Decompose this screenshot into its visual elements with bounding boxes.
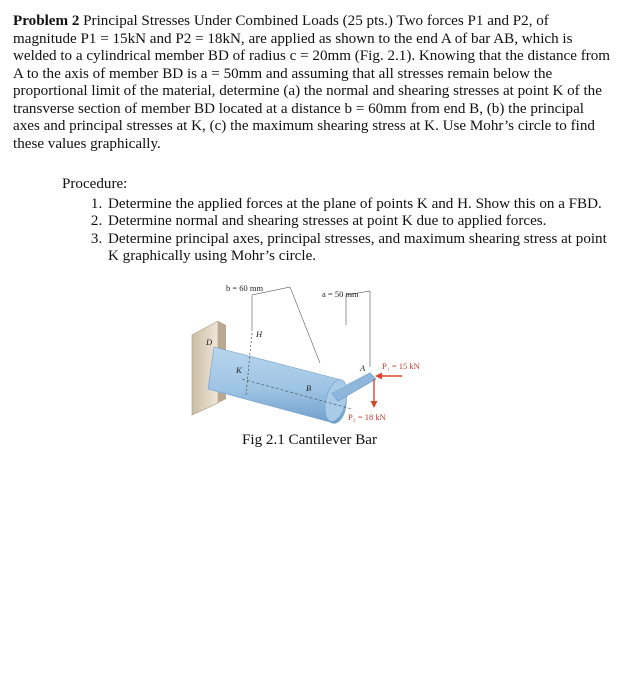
procedure-step: 3. Determine principal axes, principal stresses, and maximum shearing stress at point K graphically using Mohr’s circle.	[106, 231, 617, 266]
label-point-k: K	[236, 365, 242, 375]
label-point-b: B	[306, 383, 312, 393]
label-a-dimension: a = 50 mm	[322, 289, 359, 299]
procedure-list	[62, 196, 617, 266]
problem-statement	[13, 13, 613, 153]
label-point-h: H	[256, 329, 263, 339]
force-p1-head	[375, 373, 382, 380]
label-force-p2: P₂ = 18 kN	[348, 412, 386, 422]
procedure-section	[62, 176, 617, 266]
procedure-step: 1. Determine the applied forces at the plane of points K and H. Show this on a FBD.	[106, 196, 617, 214]
label-point-d: D	[206, 337, 213, 347]
label-force-p1: P₁ = 15 kN	[382, 361, 420, 371]
procedure-heading: Procedure:	[62, 176, 128, 192]
label-b-dimension: b = 60 mm	[226, 283, 264, 293]
figure-caption: Fig 2.1 Cantilever Bar	[242, 432, 377, 448]
cantilever-diagram	[170, 275, 450, 430]
cantilever-figure	[170, 275, 450, 430]
procedure-step: 2. Determine normal and shearing stresses at point K due to applied forces.	[106, 213, 617, 231]
problem-title: Problem 2	[13, 13, 80, 29]
label-point-a: A	[360, 363, 366, 373]
problem-body: Principal Stresses Under Combined Loads (25 pts.) Two forces P1 and P2, of magnitude P1 = 15kN and P2 = 18kN, are applied as shown to the end A of bar AB, which is welded to a cylindrical member BD of radius c = 20mm (Fig. 2.1). Knowing that the distance from A to the axis of member BD is a = 50mm and assuming that all stresses remain below the proportional limit of the material, determine (a) the normal and shearing stresses at point K of the transverse section of member BD located at a distance b = 60mm from end B, (b) the principal axes and principal stresses at K, (c) the maximum shearing stress at K. Use Mohr’s circle to find these values graphically.	[13, 13, 611, 152]
dim-b-ext2	[290, 287, 320, 363]
force-p2-head	[371, 401, 378, 408]
